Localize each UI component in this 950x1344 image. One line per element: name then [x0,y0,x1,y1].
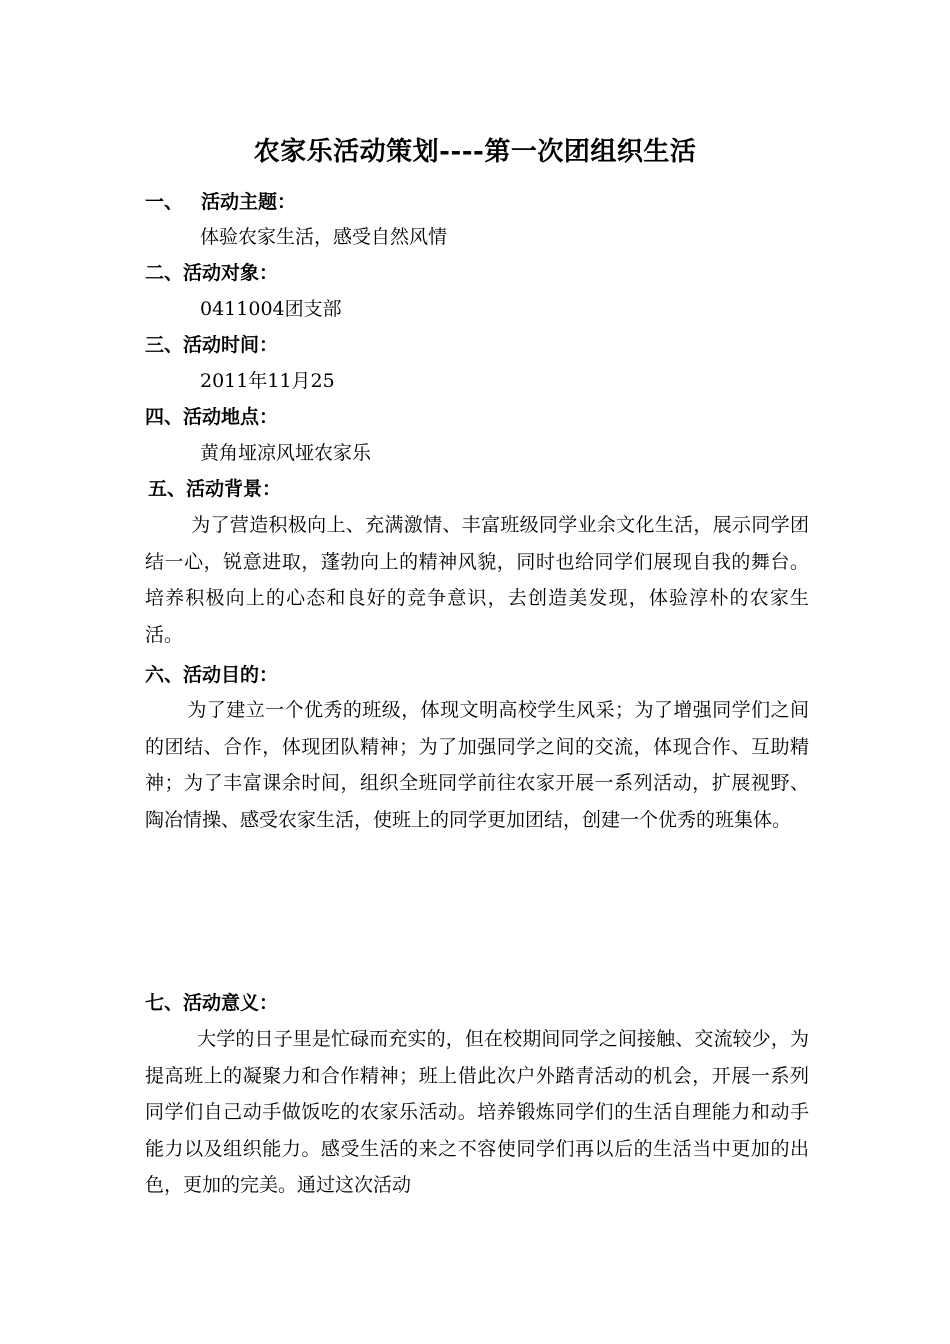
section-number: 四、 [145,406,184,428]
section-heading-purpose [145,660,278,690]
section-heading-time [145,330,278,360]
paragraph-text: 为了建立一个优秀的班级，体现文明高校学生风采；为了增强同学们之间的团结、合作，体现团队精神；为了加强同学之间的交流，体现合作、互助精神；为了丰富课余时间，组织全班同学前往农家开展一系列活动，扩展视野、陶冶情操、感受农家生活，使班上的同学更加团结，创建一个优秀的班集体。 [145,699,809,831]
section-label: 活动地点： [183,406,279,428]
section-paragraph-background [145,507,809,653]
section-label: 活动主题： [201,191,297,213]
section-label: 活动背景： [186,478,282,500]
section-heading-location [145,402,278,432]
section-value-time: 2011年11月25 [200,370,335,392]
section-paragraph-purpose [145,692,809,838]
section-value-location: 黄角垭凉风垭农家乐 [200,442,372,464]
section-number: 五、 [148,478,187,500]
section-number: 一、 [145,191,184,213]
section-value-theme: 体验农家生活，感受自然风情 [200,226,448,248]
section-paragraph-significance [145,1021,809,1204]
section-heading-theme [145,187,296,217]
section-value-target: 0411004团支部 [200,298,342,320]
section-number: 六、 [145,664,184,686]
section-label: 活动目的： [183,664,279,686]
section-label: 活动意义： [183,992,279,1014]
section-number: 三、 [145,334,184,356]
section-number: 七、 [145,992,184,1014]
section-number: 二、 [145,262,184,284]
document-title: 农家乐活动策划----第一次团组织生活 [253,137,697,167]
paragraph-text: 大学的日子里是忙碌而充实的，但在校期间同学之间接触、交流较少，为提高班上的凝聚力和合作精神；班上借此次户外踏青活动的机会，开展一系列同学们自己动手做饭吃的农家乐活动。培养锻炼同学们的生活自理能力和动手能力以及组织能力。感受生活的来之不容使同学们再以后的生活当中更加的出色，更加的完美。通过这次活动 [145,1028,809,1196]
section-label: 活动对象： [183,262,279,284]
section-heading-target [145,258,278,288]
section-label: 活动时间： [183,334,279,356]
section-heading-significance [145,988,278,1018]
paragraph-text: 为了营造积极向上、充满激情、丰富班级同学业余文化生活，展示同学团结一心，锐意进取，蓬勃向上的精神风貌，同时也给同学们展现自我的舞台。培养积极向上的心态和良好的竞争意识，去创造美发现，体验淳朴的农家生活。 [145,514,809,646]
section-heading-background [148,474,281,504]
